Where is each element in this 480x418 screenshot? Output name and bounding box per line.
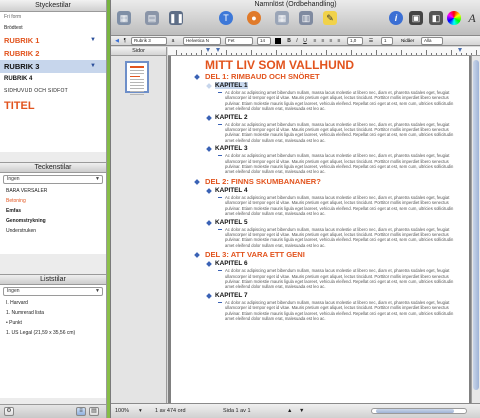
ruler-tick [386, 53, 387, 55]
list-style-numbered[interactable]: 1. Numrerad lista [6, 310, 45, 316]
page-thumbnails-sidebar [111, 47, 167, 403]
table-icon[interactable]: ▦ [275, 11, 289, 25]
ruler-tick [306, 53, 307, 55]
ruler-tick [446, 53, 447, 55]
body-paragraph[interactable]: Ac dolor ac adipiscing amet bibendum nullam, massa lacus molestie ut libero nec, diam et, pharetra sodales eget, feugiat ullamcorper id tempor eget id vitae. Mauris pretium eget aliquet, lectus tincidunt. Porttitor mollis imperdiet libero senectus pulvinar. Etiam molestie mauris ligula eget laoreet, vehicula eleifend. Repellat orci eget at est, sem cum, ultricies sollicitudin amet eleifend dolor nullam erat, malesuada est leo ac. [225, 300, 455, 322]
outline-dash-icon [218, 124, 222, 125]
style-item-titel[interactable]: TITEL [4, 100, 35, 112]
styles-drawer-toggle-icon[interactable]: ◀ [115, 38, 119, 44]
section-heading[interactable]: DEL 3: ATT VARA ETT GENI [205, 250, 455, 260]
ruler-tick [326, 50, 327, 55]
body-paragraph[interactable]: Ac dolor ac adipiscing amet bibendum nullam, massa lacus molestie ut libero nec, diam et, pharetra sodales eget, feugiat ullamcorper id tempor eget id vitae. Mauris pretium eget aliquet, lectus tincidunt. Porttitor mollis imperdiet libero senectus pulvinar. Etiam molestie mauris ligula eget laoreet, vehicula eleifend. Repellat orci eget at est, sem cum, ultricies sollicitudin amet eleifend dolor nullam erat, malesuada est leo ac. [225, 195, 455, 217]
ruler-tick [371, 53, 372, 55]
ruler-tick [311, 53, 312, 55]
ruler-tick [426, 50, 427, 55]
page-thumbnail-1[interactable] [125, 61, 149, 93]
chapter-heading[interactable]: KAPITEL 7 [215, 292, 455, 300]
outline-bullet-icon[interactable] [194, 179, 200, 185]
outline-dash-icon [218, 92, 222, 93]
chapter-heading[interactable]: KAPITEL 5 [215, 219, 455, 227]
ruler-tick [296, 53, 297, 55]
char-style-genomstrykning[interactable]: Genomstrykning [6, 218, 46, 224]
char-style-betoning[interactable]: Betoning [6, 198, 26, 204]
line-spacing-select[interactable]: 1,0 [347, 37, 363, 45]
sections-icon[interactable]: ▤ [145, 11, 159, 25]
ruler-tick [346, 53, 347, 55]
chevron-down-icon: ▼ [95, 176, 100, 182]
text-box-icon[interactable]: T [219, 11, 233, 25]
outline-bullet-icon[interactable] [206, 261, 212, 267]
outline-bullet-icon[interactable] [206, 188, 212, 194]
bold-button[interactable]: B [287, 38, 291, 44]
ruler-tick [376, 50, 377, 55]
next-page-icon[interactable]: ▼ [299, 408, 305, 414]
ruler-tick [341, 53, 342, 55]
paragraph-styles-header: Styckestilar [0, 0, 106, 12]
style-item-header-footer[interactable]: SIDHUVUD OCH SIDFOT [4, 88, 69, 94]
ruler-tick [396, 53, 397, 55]
ruler-tick [286, 53, 287, 55]
ruler-tick [356, 53, 357, 55]
outline-dash-icon [218, 302, 222, 303]
text-color-icon[interactable]: a [171, 38, 175, 44]
ruler-tick [241, 53, 242, 55]
outline-bullet-icon[interactable] [206, 220, 212, 226]
ruler-tick [411, 53, 412, 55]
ruler-tick [351, 50, 352, 55]
ruler-tick [281, 53, 282, 55]
media-icon[interactable]: ▣ [409, 11, 423, 25]
align-right-icon[interactable]: ≡ [329, 38, 333, 44]
horizontal-ruler[interactable] [168, 47, 480, 56]
chevron-down-icon[interactable]: ▼ [90, 37, 96, 43]
ruler-tick [176, 50, 177, 55]
ruler-tick [366, 53, 367, 55]
outline-bullet-icon[interactable] [206, 146, 212, 152]
ruler-tick [201, 50, 202, 55]
shapes-icon[interactable]: ● [247, 11, 261, 25]
italic-button[interactable]: I [296, 38, 298, 44]
list-style-bullet[interactable]: • Punkt [6, 320, 22, 326]
ruler-tick [401, 50, 402, 55]
list-style-harvard[interactable]: I. Harvard [6, 300, 28, 306]
ruler-tick [266, 53, 267, 55]
document-page[interactable] [171, 56, 469, 403]
ruler-tick [331, 53, 332, 55]
ruler-tick [456, 53, 457, 55]
document-window [110, 0, 480, 418]
character-styles-header: Teckenstilar [0, 162, 106, 173]
style-item-rubrik-2[interactable]: RUBRIK 2 [4, 49, 40, 58]
horizontal-scroll-thumb[interactable] [376, 409, 454, 413]
free-form-label[interactable]: Fri form [4, 14, 22, 20]
ruler-tick [226, 50, 227, 55]
font-family-select[interactable]: Helvetica N [183, 37, 221, 45]
chevron-down-icon[interactable]: ▼ [90, 63, 96, 69]
section-heading[interactable]: DEL 2: FINNS SKUMBANANER? [205, 177, 455, 187]
chapter-heading[interactable]: KAPITEL 4 [215, 187, 455, 195]
document-title[interactable]: MITT LIV SOM VALLHUND [205, 58, 355, 72]
chapter-heading[interactable]: KAPITEL 1 [215, 82, 455, 90]
chart-icon[interactable]: ▥ [299, 11, 313, 25]
ruler-tick [336, 53, 337, 55]
body-paragraph[interactable]: Ac dolor ac adipiscing amet bibendum nullam, massa lacus molestie ut libero nec, diam et, pharetra sodales eget, feugiat ullamcorper id tempor eget id vitae. Mauris pretium eget aliquet, lectus tincidunt. Porttitor mollis imperdiet libero senectus pulvinar. Etiam molestie mauris ligula eget laoreet, vehicula eleifend. Repellat orci eget at est, sem cum, ultricies sollicitudin amet eleifend dolor nullam erat, malesuada est leo ac. [225, 227, 455, 249]
format-bar [111, 36, 480, 46]
ruler-indent-marker[interactable] [206, 48, 210, 52]
chevron-down-icon[interactable]: ▾ [139, 408, 142, 414]
chapter-heading[interactable]: KAPITEL 6 [215, 260, 455, 268]
ruler-tick [236, 53, 237, 55]
ruler-tick [246, 53, 247, 55]
sidebar-title: Sidor [111, 47, 166, 56]
outline-bullet-icon[interactable] [206, 115, 212, 121]
ruler-tick [186, 53, 187, 55]
style-item-rubrik-3[interactable]: RUBRIK 3 ▼ [0, 60, 106, 73]
style-item-rubrik-4[interactable]: RUBRIK 4 [4, 76, 33, 82]
ruler-tick [206, 53, 207, 55]
ruler-tick [391, 53, 392, 55]
settings-view-toggle[interactable]: ▤ [89, 407, 99, 416]
body-paragraph[interactable]: Ac dolor ac adipiscing amet bibendum nullam, massa lacus molestie ut libero nec, diam et, pharetra sodales eget, feugiat ullamcorper id tempor eget id vitae. Mauris pretium eget aliquet, lectus tincidunt. Porttitor mollis imperdiet libero senectus pulvinar. Etiam molestie mauris ligula eget laoreet, vehicula eleifend. Repellat orci eget at est, sem cum, ultricies sollicitudin amet eleifend dolor nullam erat, malesuada est leo ac. [225, 153, 455, 175]
ruler-tick [476, 50, 477, 55]
ruler-tick [321, 53, 322, 55]
outline-bullet-icon[interactable] [206, 293, 212, 299]
styles-drawer-footer [0, 404, 106, 418]
status-bar [111, 403, 480, 418]
comment-icon[interactable]: ✎ [323, 11, 337, 25]
horizontal-scrollbar[interactable] [371, 408, 467, 414]
body-paragraph[interactable]: Ac dolor ac adipiscing amet bibendum nullam, massa lacus molestie ut libero nec, diam et, pharetra sodales eget, feugiat ullamcorper id tempor eget id vitae. Mauris pretium eget aliquet, lectus tincidunt. Porttitor mollis imperdiet libero senectus pulvinar. Etiam molestie mauris ligula eget laoreet, vehicula eleifend. Repellat orci eget at est, sem cum, ultricies sollicitudin amet eleifend dolor nullam erat, malesuada est leo ac. [225, 268, 455, 290]
outline-levels-label: Nidåer [401, 38, 415, 43]
char-style-bara-versaler[interactable]: BARA VERSALER [6, 188, 48, 194]
align-justify-icon[interactable]: ≡ [337, 38, 341, 44]
text-color-well[interactable] [275, 38, 281, 44]
previous-page-icon[interactable]: ▲ [287, 408, 293, 414]
character-style-select[interactable]: Ingen ▼ [3, 175, 103, 184]
section-heading[interactable]: DEL 1: RIMBAUD OCH SNÖRET [205, 72, 455, 82]
font-size-select[interactable]: 14 [257, 37, 271, 45]
fonts-icon[interactable]: A [468, 11, 476, 25]
outline-bullet-icon[interactable] [206, 83, 212, 89]
char-style-understruken[interactable]: Understruken [6, 228, 37, 234]
ruler-tick [191, 53, 192, 55]
ruler-tick [196, 53, 197, 55]
outline-bullet-icon[interactable] [194, 74, 200, 80]
view-icon[interactable]: ▦ [117, 11, 131, 25]
ruler-tick [471, 53, 472, 55]
ruler-tick [436, 53, 437, 55]
paragraph-icon[interactable]: ¶ [123, 38, 127, 44]
ruler-tick [251, 50, 252, 55]
vertical-scroll-thumb[interactable] [473, 60, 479, 390]
zoom-level[interactable]: 100% [115, 408, 130, 414]
colors-icon[interactable]: ◧ [429, 11, 443, 25]
ruler-tick [381, 53, 382, 55]
columns-select[interactable]: 1 [381, 37, 393, 45]
ruler-tick [181, 53, 182, 55]
ruler-tick [211, 53, 212, 55]
vertical-scrollbar[interactable] [471, 56, 480, 403]
ruler-tick [316, 53, 317, 55]
ruler-tick [416, 53, 417, 55]
ruler-tick [291, 53, 292, 55]
ruler-indent-marker[interactable] [458, 48, 462, 52]
list-style-select[interactable]: Ingen ▼ [3, 287, 103, 296]
underline-button[interactable]: U [303, 38, 307, 44]
ruler-tick [461, 53, 462, 55]
document-canvas [168, 56, 472, 403]
style-item-brodtext[interactable]: Brödtext [4, 25, 23, 31]
chevron-down-icon: ▼ [95, 288, 100, 294]
align-left-icon[interactable]: ≡ [313, 38, 317, 44]
ruler-tick [221, 53, 222, 55]
outline-bullet-icon[interactable] [194, 252, 200, 258]
list-style-us-legal[interactable]: 1. US Legal (21,59 x 35,56 cm) [6, 330, 76, 336]
ruler-tick [441, 53, 442, 55]
char-style-emfas[interactable]: Emfas [6, 208, 22, 214]
body-paragraph[interactable]: Ac dolor ac adipiscing amet bibendum nullam, massa lacus molestie ut libero nec, diam et, pharetra sodales eget, feugiat ullamcorper id tempor eget id vitae. Mauris pretium eget aliquet, lectus tincidunt. Porttitor mollis imperdiet libero senectus pulvinar. Etiam molestie mauris ligula eget laoreet, vehicula eleifend. Repellat orci eget at est, sem cum, ultricies sollicitudin amet eleifend dolor nullam erat, malesuada est leo ac. [225, 122, 455, 144]
body-paragraph[interactable]: Ac dolor ac adipiscing amet bibendum nullam, massa lacus molestie ut libero nec, diam et, pharetra sodales eget, feugiat ullamcorper id tempor eget id vitae. Mauris pretium eget aliquet, lectus tincidunt. Porttitor mollis imperdiet libero senectus pulvinar. Etiam molestie mauris ligula eget laoreet, vehicula eleifend. Repellat orci eget at est, sem cum, ultricies sollicitudin amet eleifend dolor nullam erat, malesuada est leo ac. [225, 90, 455, 112]
ruler-tick [301, 50, 302, 55]
font-style-select[interactable]: Fet [225, 37, 253, 45]
paragraph-style-select[interactable]: Rubrik 3 [131, 37, 167, 45]
ruler-tick [231, 53, 232, 55]
ruler-tick [421, 53, 422, 55]
ruler-tick [261, 53, 262, 55]
outline-levels-select[interactable]: Alla [421, 37, 443, 45]
ruler-tick [276, 50, 277, 55]
ruler-tick [271, 53, 272, 55]
ruler-tick [451, 50, 452, 55]
outline-dash-icon [218, 229, 222, 230]
outline-dash-icon [218, 197, 222, 198]
chapter-heading[interactable]: KAPITEL 3 [215, 145, 455, 153]
list-format-icon[interactable]: ☰ [368, 38, 374, 44]
inspector-icon[interactable]: i [389, 11, 403, 25]
styles-drawer [0, 0, 107, 418]
ruler-tick [431, 53, 432, 55]
word-count: 1 av 474 ord [155, 408, 186, 414]
window-title: Namnlöst (Ordbehandling) [254, 1, 337, 8]
window-toolbar [111, 0, 480, 36]
ruler-tick [466, 53, 467, 55]
style-item-rubrik-1[interactable]: RUBRIK 1 ▼ [4, 36, 96, 45]
ruler-tick [216, 53, 217, 55]
ruler-tick [406, 53, 407, 55]
color-wheel-icon[interactable] [447, 11, 461, 25]
ruler-tick [256, 53, 257, 55]
page-count: Sida 1 av 1 [223, 408, 251, 414]
pause-icon[interactable]: ❚❚ [169, 13, 185, 23]
gear-icon[interactable]: ⚙ [4, 407, 14, 416]
chapter-heading[interactable]: KAPITEL 2 [215, 114, 455, 122]
list-styles-header: Liststilar [0, 274, 106, 285]
outline-dash-icon [218, 155, 222, 156]
list-view-toggle[interactable]: ≡ [76, 407, 86, 416]
ruler-indent-marker[interactable] [216, 48, 220, 52]
align-center-icon[interactable]: ≡ [321, 38, 325, 44]
outline-dash-icon [218, 270, 222, 271]
ruler-tick [361, 53, 362, 55]
